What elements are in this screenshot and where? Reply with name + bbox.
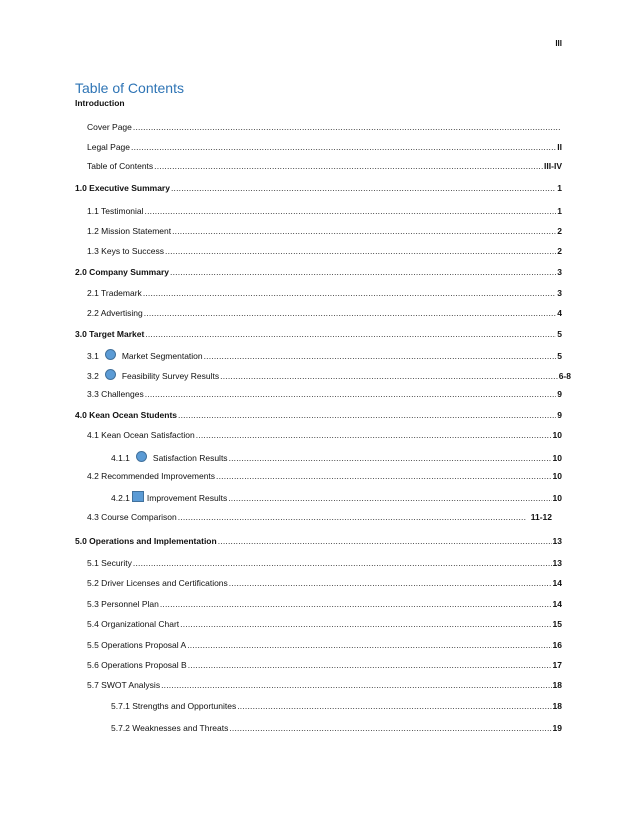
toc-entry-label: Market Segmentation [121,351,203,361]
page-number: III [555,39,562,48]
toc-entry-page: 4 [557,308,562,318]
toc-entry-company-summary[interactable] [75,267,562,278]
toc-entry-label: Satisfaction Results [152,453,228,463]
toc-entry-page: 3 [557,288,562,298]
toc-entry-page: 11-12 [530,512,552,522]
dot-leader [196,430,552,441]
dot-leader [145,206,557,217]
toc-entry-trademark[interactable] [87,288,562,299]
toc-entry-label: 2.2 Advertising [87,308,143,318]
dot-leader [145,389,557,400]
toc-entry-improvement-results[interactable] [111,491,562,504]
toc-entry-label: Legal Page [87,142,131,152]
toc-entry-label: 4.1 Kean Ocean Satisfaction [87,430,195,440]
toc-entry-driver-licenses[interactable] [87,578,562,589]
toc-entry-personnel-plan[interactable] [87,599,562,610]
toc-entry-page: 13 [552,536,562,546]
toc-entry-label: 3.3 Challenges [87,389,144,399]
dot-leader [160,599,552,610]
toc-entry-page: 1 [557,183,562,193]
toc-entry-label: 5.3 Personnel Plan [87,599,159,609]
toc-entry-kean-ocean-satisfaction[interactable] [87,430,562,441]
toc-entry-label: 5.7 SWOT Analysis [87,680,161,690]
toc-entry-label: 4.2 Recommended Improvements [87,471,216,481]
square-bullet-icon [132,491,144,502]
toc-entry-page: 10 [552,453,562,463]
toc-entry-page: 19 [552,723,562,733]
toc-entry-strengths-and-opportunities[interactable] [111,701,562,712]
toc-entry-label: Table of Contents [87,161,154,171]
dot-leader [172,226,556,237]
toc-entry-label: 5.5 Operations Proposal A [87,640,187,650]
toc-entry-market-segmentation[interactable] [87,349,562,362]
toc-entry-label: 2.0 Company Summary [75,267,170,277]
dot-leader [229,453,552,464]
toc-entry-page: 18 [552,680,562,690]
toc-entry-label: 5.2 Driver Licenses and Certifications [87,578,228,588]
dot-leader [218,536,552,547]
toc-entry-weaknesses-and-threats[interactable] [111,723,562,734]
toc-entry-page: 2 [557,246,562,256]
dot-leader [237,701,551,712]
toc-entry-page: II [557,142,562,152]
toc-entry-page: III-IV [544,161,562,171]
dot-leader [180,619,551,630]
toc-entry-advertising[interactable] [87,308,562,319]
toc-entry-page: 6-8 [558,371,571,381]
toc-entry-page: 1 [557,206,562,216]
toc-entry-label: 5.4 Organizational Chart [87,619,180,629]
dot-leader [170,267,556,278]
toc-entry-page: 10 [552,430,562,440]
toc-entry-page: 13 [552,558,562,568]
toc-entry-label: 4.3 Course Comparison [87,512,177,522]
dot-leader [204,351,557,362]
toc-entry-course-comparison[interactable] [87,512,552,523]
toc-entry-feasibility-survey-results[interactable] [87,369,571,382]
toc-entry-operations-proposal-a[interactable] [87,640,562,651]
toc-entry-cover-page[interactable] [87,122,562,133]
toc-entry-number: 3.2 [87,371,99,381]
dot-leader [178,512,526,523]
toc-entry-keys-to-success[interactable] [87,246,562,257]
toc-entry-legal-page[interactable] [87,142,562,153]
toc-entry-label: Feasibility Survey Results [121,371,220,381]
toc-entry-number: 4.1.1 [111,453,130,463]
toc-entry-target-market[interactable] [75,329,562,340]
dot-leader [145,329,556,340]
toc-entry-page: 2 [557,226,562,236]
toc-entry-page: 5 [557,329,562,339]
toc-entry-label: 1.0 Executive Summary [75,183,170,193]
toc-entry-label: 1.2 Mission Statement [87,226,172,236]
dot-leader [143,288,556,299]
toc-entry-page: 14 [552,578,562,588]
dot-leader [228,493,551,504]
toc-entry-label: 5.1 Security [87,558,132,568]
dot-leader [144,308,557,319]
toc-entry-label: 1.1 Testimonial [87,206,144,216]
toc-entry-mission-statement[interactable] [87,226,562,237]
toc-entry-page: 14 [552,599,562,609]
toc-entry-recommended-improvements[interactable] [87,471,562,482]
toc-entry-page: 10 [552,493,562,503]
toc-entry-kean-ocean-students[interactable] [75,410,562,421]
dot-leader [131,142,556,153]
toc-entry-operations-proposal-b[interactable] [87,660,562,671]
toc-entry-number: 4.2.1 [111,493,130,503]
toc-entry-page: 9 [557,410,562,420]
toc-entry-testimonial[interactable] [87,206,562,217]
toc-entry-label: 5.0 Operations and Implementation [75,536,217,546]
dot-leader [229,578,552,589]
toc-entry-operations-and-implementation[interactable] [75,536,562,547]
dot-leader [154,161,543,172]
dot-leader [133,122,561,133]
dot-leader [171,183,556,194]
toc-entry-page: 17 [552,660,562,670]
toc-entry-table-of-contents[interactable] [87,161,562,172]
toc-entry-page: 16 [552,640,562,650]
dot-leader [188,660,552,671]
toc-entry-label: Improvement Results [146,493,228,503]
toc-entry-page: 5 [557,351,562,361]
dot-leader [165,246,556,257]
circle-bullet-icon [136,451,147,462]
dot-leader [133,558,552,569]
dot-leader [220,371,558,382]
toc-entry-label: 4.0 Kean Ocean Students [75,410,178,420]
toc-entry-page: 9 [557,389,562,399]
toc-entry-page: 3 [557,267,562,277]
toc-entry-label: 5.7.2 Weaknesses and Threats [111,723,229,733]
circle-bullet-icon [105,349,116,360]
dot-leader [178,410,556,421]
toc-entry-label: 5.7.1 Strengths and Opportunites [111,701,237,711]
toc-title: Table of Contents [75,80,184,96]
toc-entry-satisfaction-results[interactable] [111,451,562,464]
dot-leader [187,640,551,651]
toc-entry-label: 2.1 Trademark [87,288,142,298]
toc-entry-label: 3.0 Target Market [75,329,145,339]
dot-leader [216,471,552,482]
toc-entry-label: 1.3 Keys to Success [87,246,165,256]
toc-entry-page: 10 [552,471,562,481]
introduction-heading: Introduction [75,98,125,108]
toc-entry-organizational-chart[interactable] [87,619,562,630]
toc-entry-challenges[interactable] [87,389,562,400]
dot-leader [229,723,551,734]
toc-entry-page: 18 [552,701,562,711]
toc-entry-executive-summary[interactable] [75,183,562,194]
toc-entry-page: 15 [552,619,562,629]
dot-leader [161,680,551,691]
toc-entry-number: 3.1 [87,351,99,361]
toc-entry-swot-analysis[interactable] [87,680,562,691]
toc-entry-security[interactable] [87,558,562,569]
toc-entry-label: Cover Page [87,122,132,132]
circle-bullet-icon [105,369,116,380]
toc-entry-label: 5.6 Operations Proposal B [87,660,187,670]
